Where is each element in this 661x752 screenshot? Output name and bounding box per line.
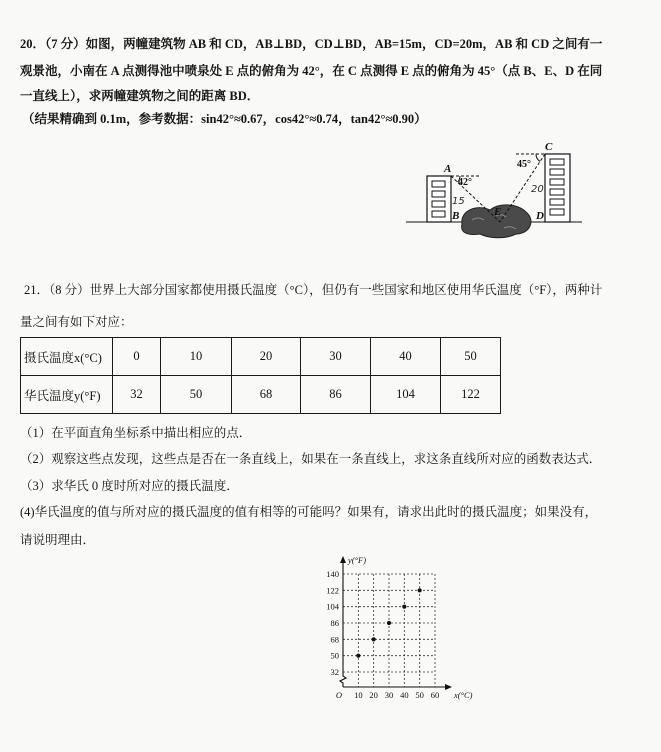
plotted-point	[372, 637, 376, 641]
table-cell: 0	[113, 338, 161, 376]
table-cell: 50	[161, 376, 232, 414]
x-tick-label: 30	[384, 690, 394, 700]
table-cell: 20	[232, 338, 301, 376]
y-axis-label: y(°F)	[348, 555, 367, 565]
y-axis-arrow	[340, 556, 346, 563]
label-b: B	[452, 210, 460, 222]
question-1: （1）在平面直角坐标系中描出相应的点．	[20, 426, 252, 440]
table-cell: 122	[441, 376, 501, 414]
question-3: （3）求华氏 0 度时所对应的摄氏温度．	[20, 479, 239, 493]
label-e: E	[494, 206, 502, 218]
x-axis-label: x(°C)	[454, 690, 473, 700]
temperature-table	[20, 337, 501, 414]
y-tick-label: 122	[326, 585, 339, 596]
x-tick-label: 60	[430, 690, 440, 700]
angle-label-a: 42°	[458, 177, 472, 188]
row-header-fahrenheit: 华氏温度y(°F)	[21, 376, 113, 414]
x-axis-arrow	[445, 684, 452, 690]
table-cell: 10	[161, 338, 232, 376]
table-cell: 104	[371, 376, 441, 414]
y-tick-label: 50	[330, 650, 339, 661]
table-cell: 50	[441, 338, 501, 376]
coordinate-grid	[300, 552, 490, 704]
label-c: C	[545, 141, 553, 153]
x-tick-label: 20	[369, 690, 378, 700]
table-cell: 32	[113, 376, 161, 414]
table-cell: 40	[371, 338, 441, 376]
table-row-fahrenheit	[21, 376, 501, 414]
question-2: （2）观察这些点发现，这些点是否在一条直线上，如果在一条直线上，求这条直线所对应的函数表达式．	[20, 452, 602, 466]
origin-label: O	[335, 690, 343, 700]
problem-21-line-2: 量之间有如下对应：	[20, 315, 133, 329]
building-cd	[545, 154, 570, 222]
handwritten-cd-length: 20	[531, 184, 544, 195]
problem-20-line-1: 20．（7 分）如图，两幢建筑物 AB 和 CD，AB⊥BD，CD⊥BD，AB=15m，CD=20m，AB 和 CD 之间有一	[20, 37, 603, 51]
angle-label-c: 45°	[517, 159, 531, 170]
x-tick-label: 40	[400, 690, 409, 700]
plotted-point	[356, 654, 360, 658]
table-cell: 86	[301, 376, 371, 414]
y-axis	[340, 562, 346, 687]
angle-arc-c	[536, 154, 540, 162]
y-tick-label: 104	[326, 601, 339, 612]
problem-21-line-1: 21．（8 分）世界上大部分国家都使用摄氏温度（°C），但仍有一些国家和地区使用华氏温度（°F），两种计	[24, 283, 603, 297]
plotted-point	[402, 605, 406, 609]
table-cell: 68	[232, 376, 301, 414]
table-row-celsius	[21, 338, 501, 376]
label-d: D	[536, 210, 544, 222]
row-header-celsius: 摄氏温度x(°C)	[21, 338, 113, 376]
building-ab	[427, 176, 451, 222]
y-tick-label: 86	[330, 618, 339, 628]
y-tick-label: 68	[330, 634, 339, 645]
buildings-figure	[400, 136, 585, 242]
plotted-point	[387, 621, 391, 625]
x-tick-label: 10	[354, 690, 363, 700]
problem-20-reference-data: （结果精确到 0.1m，参考数据：sin42°≈0.67，cos42°≈0.74，tan42°≈0.90）	[22, 112, 427, 126]
question-4: (4)华氏温度的值与所对应的摄氏温度的值有相等的可能吗？如果有，请求出此时的摄氏温度；如果没有，	[20, 505, 598, 519]
y-tick-label: 32	[330, 667, 339, 677]
problem-20-line-2: 观景池，小南在 A 点测得池中喷泉处 E 点的俯角为 42°，在 C 点测得 E 点的俯角为 45°（点 B、E、D 在同	[20, 64, 603, 78]
plotted-point	[418, 588, 422, 592]
x-tick-label: 50	[415, 690, 424, 700]
handwritten-ab-length: 15	[452, 196, 465, 207]
y-tick-label: 140	[326, 569, 339, 579]
question-4-continued: 请说明理由．	[20, 533, 96, 547]
label-a: A	[444, 163, 452, 175]
problem-20-line-3: 一直线上），求两幢建筑物之间的距离 BD．	[20, 89, 260, 103]
table-cell: 30	[301, 338, 371, 376]
